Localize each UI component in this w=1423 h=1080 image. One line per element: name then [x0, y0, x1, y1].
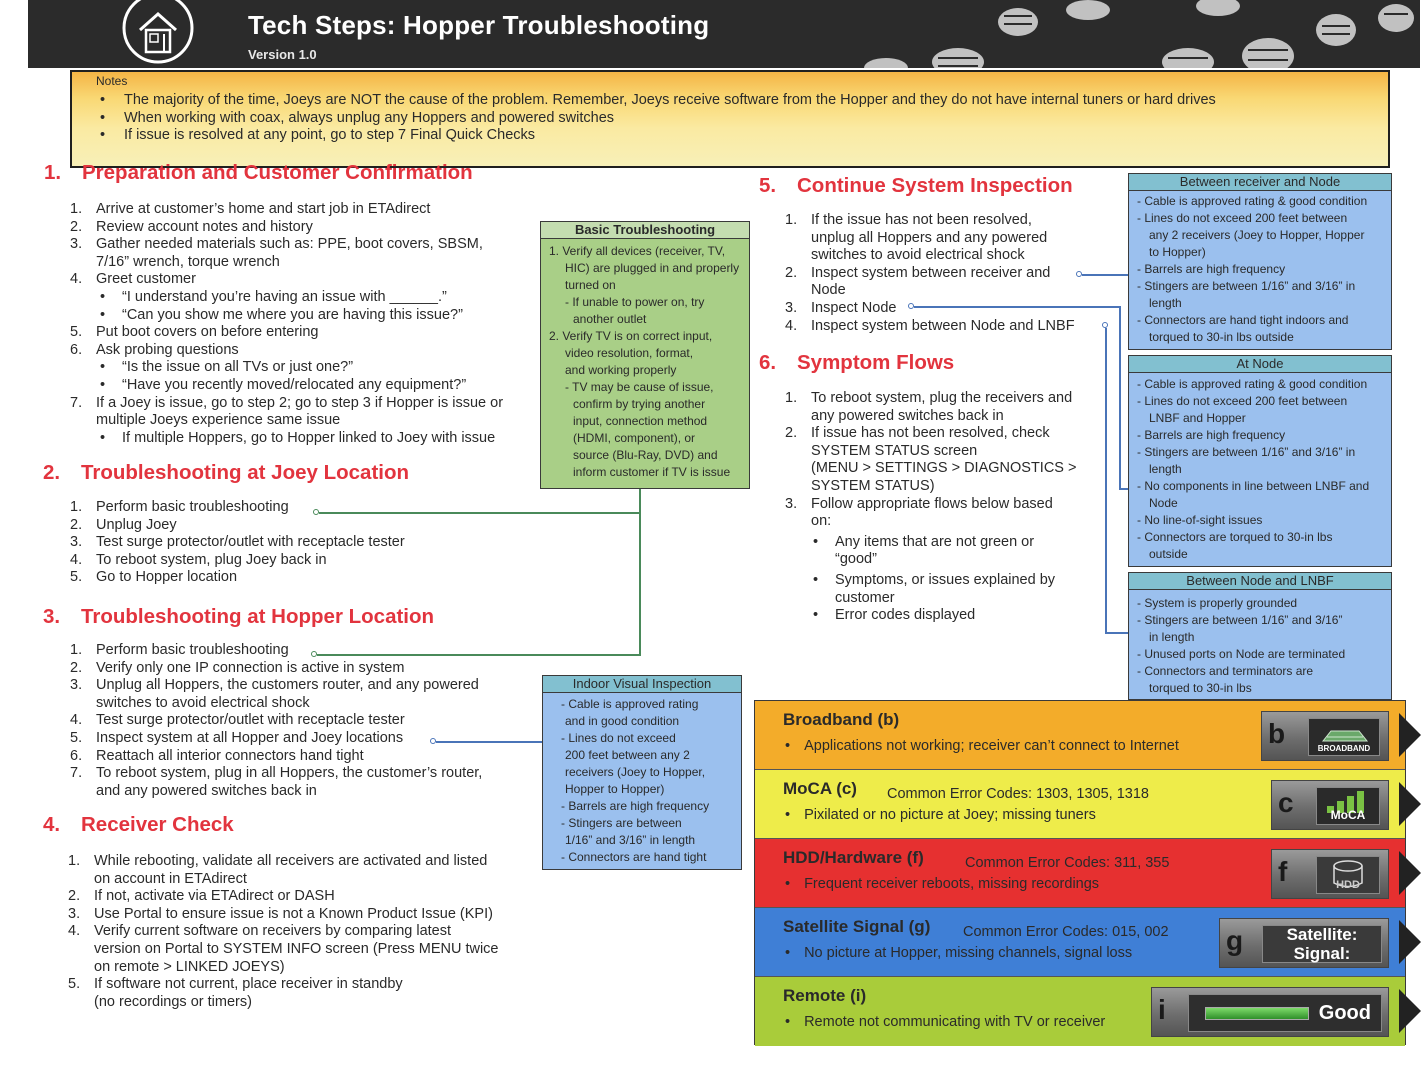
- notes-list: [100, 92, 1216, 145]
- box-line: length: [1149, 462, 1182, 476]
- box-line: and in good condition: [565, 714, 680, 728]
- connector-line: [1105, 328, 1107, 633]
- connector-line: [1082, 274, 1128, 276]
- flow-description: • Pixilated or no picture at Joey; missing tuners: [785, 807, 1096, 823]
- box-line: 1/16” and 3/16” in length: [565, 833, 696, 847]
- box-line: - No components in line between LNBF and: [1137, 479, 1370, 493]
- box-line: - Unused ports on Node are terminated: [1137, 647, 1346, 661]
- hard-drive-icon: HDD: [1316, 856, 1380, 894]
- step-item: 2. Review account notes and history: [70, 218, 313, 235]
- signal-bars-icon: MoCA: [1316, 787, 1380, 825]
- step-item: 4. To reboot system, plug Joey back in: [70, 551, 327, 568]
- flow-name: HDD/Hardware (f): [783, 848, 924, 867]
- step-subitem: • “I understand you’re having an issue with ______.”: [70, 289, 550, 307]
- box-line: length: [1149, 296, 1182, 310]
- box-line: - If unable to power on, try: [565, 295, 705, 309]
- box-line: 200 feet between any 2: [565, 748, 690, 762]
- connector-line: [1105, 632, 1128, 634]
- arrow-right-icon: [1399, 782, 1421, 826]
- box-line: another outlet: [573, 312, 647, 326]
- step-item: 3. Inspect Node: [785, 299, 897, 316]
- box-line: - Cable is approved rating: [561, 697, 699, 711]
- satellite-signal-label: Satellite: Signal:: [1262, 925, 1382, 963]
- box-line: to Hopper): [1149, 245, 1206, 259]
- box-line: - System is properly grounded: [1137, 596, 1298, 610]
- step-subitem: • If multiple Hoppers, go to Hopper linked to Joey with issue: [70, 430, 550, 448]
- section-6-title: 6. Symptom Flows: [759, 351, 955, 374]
- section-3-title: 3. Troubleshooting at Hopper Location: [43, 605, 435, 628]
- step-item: 7. If a Joey is issue, go to step 2; go to step 3 if Hopper is issue or multiple Joeys experience same issue: [70, 394, 504, 429]
- step-item: 2. Unplug Joey: [70, 516, 177, 533]
- box-line: LNBF and Hopper: [1149, 411, 1246, 425]
- box-line: 2. Verify TV is on correct input,: [549, 329, 713, 343]
- flow-description: • Applications not working; receiver can’t connect to Internet: [785, 738, 1179, 754]
- flow-error-codes: Common Error Codes: 311, 355: [965, 855, 1170, 871]
- box-line: turned on: [565, 278, 616, 292]
- box-line: - Barrels are high frequency: [1137, 262, 1286, 276]
- flow-description: • No picture at Hopper, missing channels, signal loss: [785, 945, 1132, 961]
- header-banner: [28, 0, 1420, 68]
- box-title: At Node: [1129, 356, 1391, 373]
- box-line: any 2 receivers (Joey to Hopper, Hopper: [1149, 228, 1365, 242]
- broadband-flow-bar[interactable]: [755, 701, 1405, 770]
- arrow-right-icon: [1399, 851, 1421, 895]
- box-line: source (Blu-Ray, DVD) and: [573, 448, 718, 462]
- step-item: 2. If not, activate via ETAdirect or DASH: [68, 888, 335, 905]
- step-item: 1. Perform basic troubleshooting: [70, 642, 289, 658]
- basic-troubleshooting-box: [540, 221, 750, 489]
- step-item: 4. Inspect system between Node and LNBF: [785, 317, 1075, 334]
- box-line: - Stingers are between 1/16” and 3/16” in: [1137, 445, 1356, 459]
- connector-line: [914, 306, 1120, 308]
- section-5-title: 5. Continue System Inspection: [759, 174, 1073, 197]
- step-item: 6. Ask probing questions: [70, 341, 239, 358]
- step-subitem: • “Can you show me where you are having this issue?”: [70, 307, 550, 325]
- step-subitem: • “Is the issue on all TVs or just one?”: [70, 359, 550, 377]
- step-item: 2. If issue has not been resolved, check SYSTEM STATUS screen (MENU > SETTINGS > DIAGNOSTICS > SYSTEM STATUS): [785, 425, 1077, 494]
- arrow-right-icon: [1399, 989, 1421, 1033]
- arrow-right-icon: [1399, 920, 1421, 964]
- hdd-flow-bar[interactable]: [755, 839, 1405, 908]
- step-item: 6. Reattach all interior connectors hand tight: [70, 747, 364, 764]
- step-item: 3. Test surge protector/outlet with receptacle tester: [70, 534, 405, 551]
- step-item: 4. Verify current software on receivers by comparing latest version on Portal to SYSTEM INFO screen (Press MENU twice on remote > LINKED JOEYS): [68, 923, 499, 975]
- box-line: Hopper to Hopper): [565, 782, 665, 796]
- box-line: torqued to 30-in lbs: [1149, 681, 1252, 695]
- box-line: torqued to 30-in lbs outside: [1149, 330, 1294, 344]
- box-title: Basic Troubleshooting: [541, 222, 749, 239]
- flow-name: Broadband (b): [783, 710, 900, 729]
- moca-badge: [1271, 780, 1389, 830]
- page-title: Tech Steps: Hopper Troubleshooting: [248, 10, 710, 40]
- flow-letter: f: [1278, 856, 1288, 887]
- flow-letter: g: [1226, 925, 1244, 956]
- satellite-badge: [1219, 918, 1389, 968]
- flow-description: • Remote not communicating with TV or receiver: [785, 1014, 1105, 1030]
- box-line: HIC) are plugged in and properly: [565, 261, 740, 275]
- version-label: Version 1.0: [248, 47, 317, 62]
- box-line: (HDMI, component), or: [573, 431, 696, 445]
- step-item: 5. Put boot covers on before entering: [70, 324, 319, 341]
- box-line: - Stingers are between 1/16” and 3/16”: [1137, 613, 1343, 627]
- connector-line: [317, 654, 641, 656]
- note-item: • If issue is resolved at any point, go to step 7 Final Quick Checks: [100, 127, 1216, 145]
- box-line: - No line-of-sight issues: [1137, 513, 1263, 527]
- step-item: 2. Inspect system between receiver and Node: [785, 264, 1051, 299]
- box-line: - Cable is approved rating & good condition: [1137, 194, 1368, 208]
- box-title: Indoor Visual Inspection: [543, 676, 741, 693]
- note-item: • When working with coax, always unplug any Hoppers and powered switches: [100, 110, 1216, 128]
- notes-panel: [70, 70, 1390, 168]
- box-line: in length: [1149, 630, 1195, 644]
- box-line: - Connectors are torqued to 30-in lbs: [1137, 530, 1333, 544]
- box-line: 1. Verify all devices (receiver, TV,: [549, 244, 726, 258]
- step-item: 1. If the issue has not been resolved, unplug all Hoppers and any powered switches to avoid electrical shock: [785, 212, 1048, 264]
- box-line: inform customer if TV is issue: [573, 465, 731, 479]
- remote-badge: [1151, 987, 1389, 1037]
- box-line: receivers (Joey to Hopper,: [565, 765, 706, 779]
- flow-name: Satellite Signal (g): [783, 917, 931, 936]
- box-line: - Connectors are hand tight indoors and: [1137, 313, 1349, 327]
- step-item: 3. Unplug all Hoppers, the customers router, and any powered switches to avoid electrical shock: [70, 677, 479, 711]
- box-line: - Lines do not exceed 200 feet between: [1137, 394, 1348, 408]
- moca-flow-bar[interactable]: [755, 770, 1405, 839]
- box-line: confirm by trying another: [573, 397, 706, 411]
- flow-letter: b: [1268, 718, 1286, 749]
- step-subitem: • Any items that are not green or “good”: [785, 534, 1125, 569]
- broadband-badge: [1261, 711, 1389, 761]
- box-line: - Barrels are high frequency: [561, 799, 710, 813]
- connector-line: [436, 741, 542, 743]
- connector-line: [319, 512, 641, 514]
- box-line: - Stingers are between: [561, 816, 682, 830]
- box-title: Between Node and LNBF: [1129, 573, 1391, 590]
- flow-letter: c: [1278, 787, 1294, 818]
- step-item: 3. Use Portal to ensure issue is not a Known Product Issue (KPI): [68, 905, 493, 922]
- hdd-badge: [1271, 849, 1389, 899]
- node-box: [1128, 355, 1392, 567]
- step-subitem: • “Have you recently moved/relocated any equipment?”: [70, 377, 550, 395]
- status-bar: [1205, 1007, 1309, 1020]
- step-item: 5. If software not current, place receiver in standby (no recordings or timers): [68, 976, 403, 1010]
- notes-label: Notes: [96, 74, 128, 88]
- receiver-node-box: [1128, 173, 1392, 350]
- box-line: - TV may be cause of issue,: [565, 380, 714, 394]
- flow-name: Remote (i): [783, 986, 867, 1005]
- section-4-steps: [68, 853, 548, 1011]
- note-item: • The majority of the time, Joeys are NOT the cause of the problem. Remember, Joeys receive software from the Hopper and they do not have internal tuners or hard drives: [100, 92, 1216, 110]
- box-line: and working properly: [565, 363, 677, 377]
- step-subitem: • Error codes displayed: [785, 607, 1125, 625]
- step-item: 1. Arrive at customer’s home and start job in ETAdirect: [70, 201, 431, 217]
- flow-error-codes: Common Error Codes: 1303, 1305, 1318: [887, 786, 1149, 802]
- box-line: - Lines do not exceed: [561, 731, 676, 745]
- symptom-flows-panel: [754, 700, 1406, 1045]
- step-subitem: • Symptoms, or issues explained by customer: [785, 572, 1125, 607]
- box-line: input, connection method: [573, 414, 708, 428]
- section-1-title: 1. Preparation and Customer Confirmation: [44, 161, 473, 184]
- section-4-title: 4. Receiver Check: [43, 813, 234, 836]
- connector-line: [1119, 306, 1121, 489]
- box-line: - Barrels are high frequency: [1137, 428, 1286, 442]
- section-3-steps: [70, 642, 550, 800]
- indoor-visual-inspection-box: [542, 675, 742, 870]
- step-item: 4. Greet customer: [70, 271, 196, 288]
- step-item: 7. To reboot system, plug in all Hoppers, the customer’s router, and any powered switches back in: [70, 765, 483, 799]
- step-item: 1. Perform basic troubleshooting: [70, 499, 289, 515]
- section-5-steps: [785, 212, 1125, 335]
- flow-name: MoCA (c): [783, 779, 857, 798]
- footprints-decoration-icon: [838, 0, 1418, 68]
- step-item: 3. Gather needed materials such as: PPE, boot covers, SBSM, 7/16” wrench, torque wrench: [70, 236, 483, 270]
- box-line: - Stingers are between 1/16” and 3/16” in: [1137, 279, 1356, 293]
- step-item: 3. Follow appropriate flows below based on:: [785, 495, 1053, 530]
- flow-description: • Frequent receiver reboots, missing recordings: [785, 876, 1099, 892]
- box-line: video resolution, format,: [565, 346, 694, 360]
- step-item: 5. Go to Hopper location: [70, 569, 238, 586]
- box-line: - Cable is approved rating & good condition: [1137, 377, 1368, 391]
- flow-error-codes: Common Error Codes: 015, 002: [963, 924, 1169, 940]
- step-item: 1. While rebooting, validate all receivers are activated and listed on account in ETAdirect: [68, 853, 488, 887]
- router-icon: BROADBAND: [1308, 718, 1380, 756]
- box-line: - Lines do not exceed 200 feet between: [1137, 211, 1348, 225]
- section-6-steps: [785, 390, 1125, 625]
- remote-flow-bar[interactable]: [755, 977, 1405, 1046]
- step-item: 4. Test surge protector/outlet with receptacle tester: [70, 712, 405, 729]
- home-logo-icon: [112, 0, 204, 64]
- section-1-steps: [70, 201, 550, 447]
- node-lnbf-box: [1128, 572, 1392, 700]
- connector-line: [1119, 488, 1128, 490]
- arrow-right-icon: [1399, 713, 1421, 757]
- remote-status-icon: Good: [1188, 994, 1382, 1032]
- box-line: Node: [1149, 496, 1178, 510]
- box-line: outside: [1149, 547, 1188, 561]
- box-line: - Connectors are hand tight: [561, 850, 707, 864]
- box-line: - Connectors and terminators are: [1137, 664, 1314, 678]
- satellite-flow-bar[interactable]: [755, 908, 1405, 977]
- step-item: 1. To reboot system, plug the receivers and any powered switches back in: [785, 390, 1073, 424]
- section-2-title: 2. Troubleshooting at Joey Location: [43, 461, 410, 484]
- flow-letter: i: [1158, 994, 1166, 1025]
- step-item: 5. Inspect system at all Hopper and Joey locations: [70, 729, 404, 746]
- connector-line: [639, 489, 641, 655]
- step-item: 2. Verify only one IP connection is active in system: [70, 659, 405, 676]
- box-title: Between receiver and Node: [1129, 174, 1391, 191]
